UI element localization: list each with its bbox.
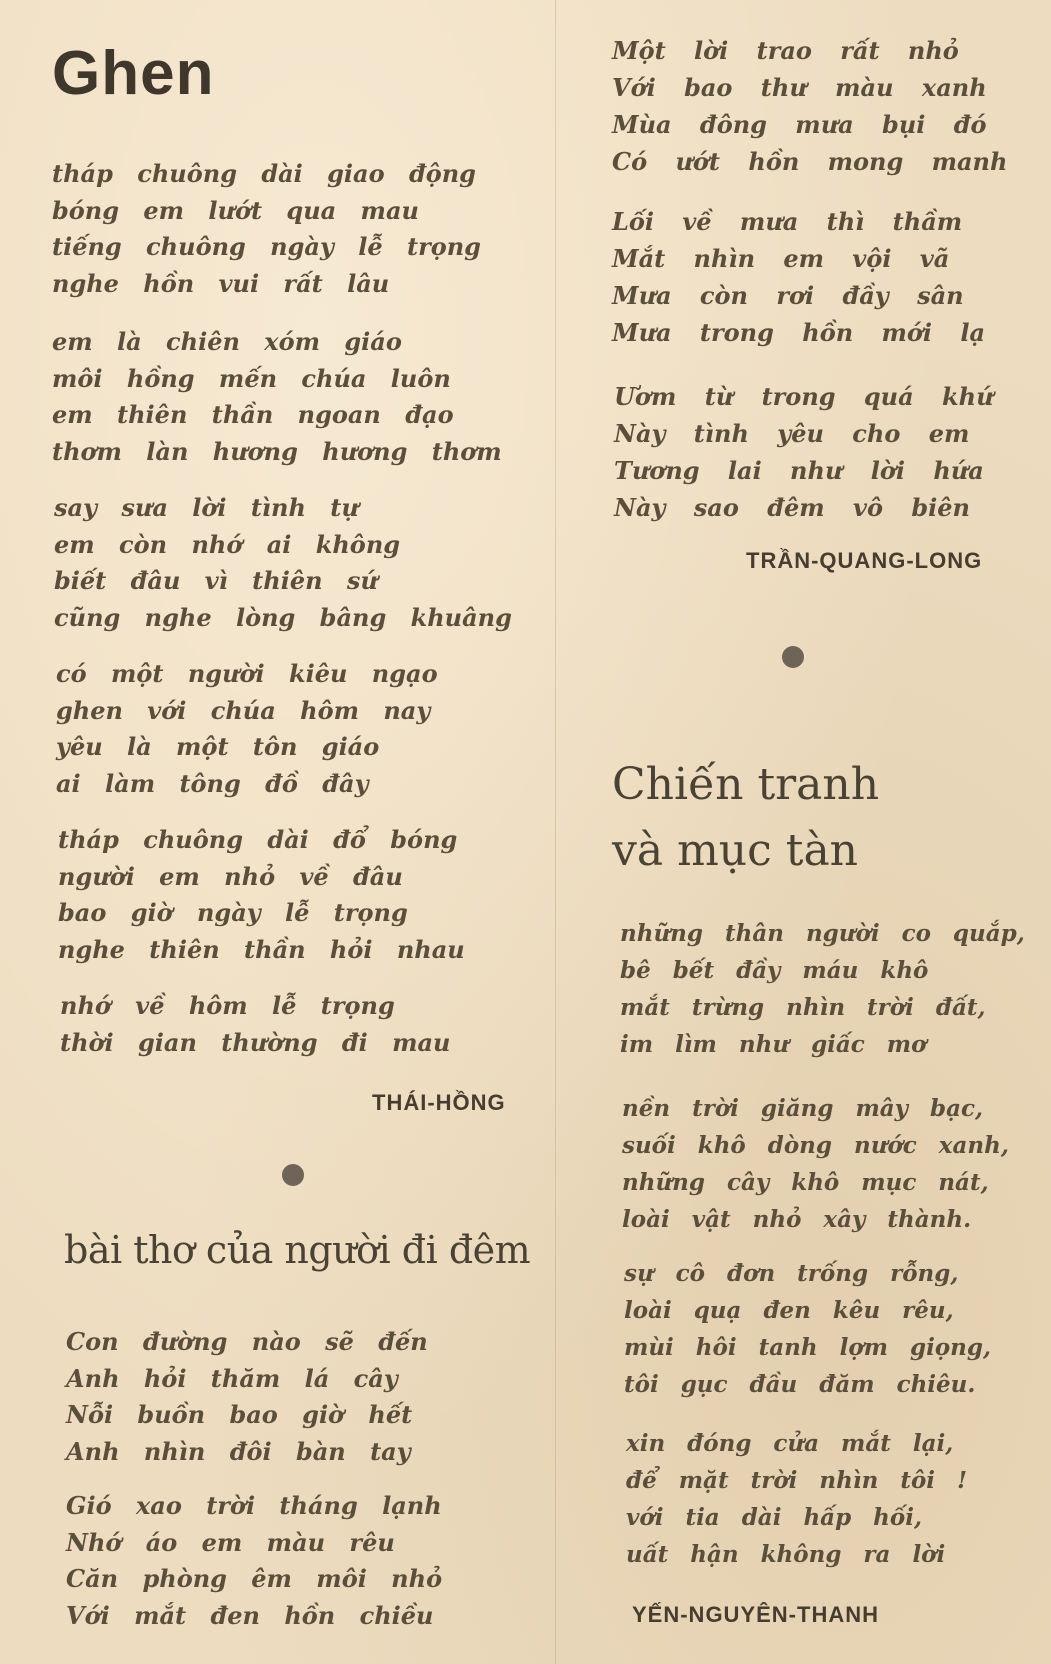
- chien-tranh-stanza-2: [622, 1090, 1009, 1238]
- ghen-stanza-1: [52, 156, 481, 302]
- poem-line: môi hồng mến chúa luôn: [52, 363, 451, 393]
- poem-line: cũng nghe lòng bâng khuâng: [54, 602, 512, 632]
- poem-line: im lìm như giấc mơ: [620, 1031, 927, 1058]
- column-divider: [555, 0, 556, 1664]
- poem-line: Có ướt hồn mong manh: [612, 147, 1008, 176]
- poem-line: Nhớ áo em màu rêu: [66, 1527, 395, 1557]
- poem-line: nghe hồn vui rất lâu: [52, 268, 390, 298]
- poem-line: người em nhỏ về đâu: [58, 861, 403, 891]
- chien-tranh-stanza-3: [624, 1255, 991, 1403]
- ghen-stanza-6: [60, 988, 451, 1061]
- poem-line: Lối về mưa thì thầm: [612, 207, 963, 236]
- poem-line: Con đường nào sẽ đến: [66, 1327, 428, 1356]
- poem-line: uất hận không ra lời: [626, 1541, 946, 1568]
- poem-line: những thân người co quắp,: [620, 920, 1025, 947]
- poem-line: mắt trừng nhìn trời đất,: [620, 994, 986, 1021]
- bai-tho-stanza-5: [614, 378, 994, 526]
- poem-line: Này sao đêm vô biên: [614, 493, 970, 522]
- poem-title-bai-tho: bài thơ của người đi đêm: [64, 1228, 531, 1272]
- poem-line: Một lời trao rất nhỏ: [612, 36, 959, 65]
- poem-line: nhớ về hôm lễ trọng: [60, 991, 395, 1020]
- poem-line: loài vật nhỏ xây thành.: [622, 1206, 972, 1233]
- poem-line: suối khô dòng nước xanh,: [622, 1132, 1009, 1159]
- poem-line: Mưa còn rơi đầy sân: [612, 281, 964, 310]
- poem-line: Mắt nhìn em vội vã: [612, 244, 950, 273]
- poem-line: Căn phòng êm môi nhỏ: [66, 1564, 443, 1593]
- poem-line: Với bao thư màu xanh: [612, 73, 987, 102]
- bai-tho-stanza-2: [66, 1488, 442, 1634]
- author-thai-hong: THÁI-HỒNG: [372, 1090, 506, 1115]
- poem-line: có một người kiêu ngạo: [56, 659, 438, 688]
- poem-line: Tương lai như lời hứa: [614, 456, 984, 485]
- poem-line: em còn nhớ ai không: [54, 529, 401, 559]
- author-yen-nguyen-thanh: YẾN-NGUYÊN-THANH: [632, 1602, 879, 1627]
- bai-tho-stanza-3: [612, 32, 1007, 180]
- poem-title-chien-tranh: [612, 752, 879, 884]
- poem-title-line: Chiến tranh: [612, 759, 880, 810]
- ghen-stanza-2: [52, 324, 502, 470]
- poem-line: bóng em lướt qua mau: [52, 195, 419, 225]
- poem-line: nền trời giăng mây bạc,: [622, 1095, 984, 1122]
- chien-tranh-stanza-1: [620, 915, 1025, 1063]
- poem-line: em là chiên xóm giáo: [52, 327, 402, 356]
- poem-line: những cây khô mục nát,: [622, 1169, 989, 1196]
- poem-line: Với mắt đen hồn chiều: [66, 1600, 434, 1630]
- poem-line: nghe thiên thần hỏi nhau: [58, 934, 465, 964]
- poem-line: loài quạ đen kêu rêu,: [624, 1297, 954, 1324]
- poem-line: thời gian thường đi mau: [60, 1027, 451, 1057]
- bai-tho-stanza-4: [612, 203, 985, 351]
- poem-line: Gió xao trời tháng lạnh: [66, 1491, 442, 1520]
- poem-line: tôi gục đầu đăm chiêu.: [624, 1371, 976, 1398]
- poem-line: Anh hỏi thăm lá cây: [66, 1363, 398, 1393]
- chien-tranh-stanza-4: [626, 1425, 967, 1573]
- separator-dot: [282, 1164, 304, 1186]
- poem-line: với tia dài hấp hối,: [626, 1504, 922, 1531]
- author-tran-quang-long: TRẦN-QUANG-LONG: [746, 548, 983, 573]
- poem-title-line: và mục tàn: [612, 825, 859, 876]
- poem-line: Ươm từ trong quá khứ: [614, 382, 994, 411]
- poem-line: xin đóng cửa mắt lại,: [626, 1430, 954, 1457]
- poem-line: yêu là một tôn giáo: [56, 732, 380, 761]
- poem-line: Mưa trong hồn mới lạ: [612, 318, 986, 347]
- poem-line: mùi hôi tanh lợm giọng,: [624, 1334, 991, 1361]
- poem-line: tháp chuông dài giao động: [52, 159, 476, 188]
- poem-line: bao giờ ngày lễ trọng: [58, 898, 408, 927]
- poem-line: say sưa lời tình tự: [54, 493, 359, 522]
- poem-line: ghen với chúa hôm nay: [56, 695, 431, 725]
- poem-line: Này tình yêu cho em: [614, 419, 970, 448]
- bai-tho-stanza-1: [66, 1324, 428, 1470]
- poem-line: Mùa đông mưa bụi đó: [612, 110, 987, 139]
- poem-line: biết đâu vì thiên sứ: [54, 566, 378, 595]
- poem-line: để mặt trời nhìn tôi !: [626, 1467, 968, 1494]
- poem-line: tiếng chuông ngày lễ trọng: [52, 232, 481, 261]
- ghen-stanza-4: [56, 656, 438, 802]
- poem-line: Anh nhìn đôi bàn tay: [66, 1436, 411, 1466]
- poem-line: em thiên thần ngoan đạo: [52, 400, 454, 429]
- ghen-stanza-3: [54, 490, 512, 636]
- poem-line: ai làm tông đồ đây: [56, 768, 369, 798]
- poem-line: sự cô đơn trống rỗng,: [624, 1260, 959, 1287]
- poem-line: tháp chuông dài đổ bóng: [58, 825, 458, 854]
- separator-dot: [782, 646, 804, 668]
- poem-title-ghen: Ghen: [52, 39, 215, 108]
- poem-line: Nỗi buồn bao giờ hết: [66, 1400, 413, 1429]
- poem-line: bê bết đầy máu khô: [620, 957, 929, 984]
- poem-line: thơm làn hương hương thơm: [52, 436, 502, 466]
- ghen-stanza-5: [58, 822, 465, 968]
